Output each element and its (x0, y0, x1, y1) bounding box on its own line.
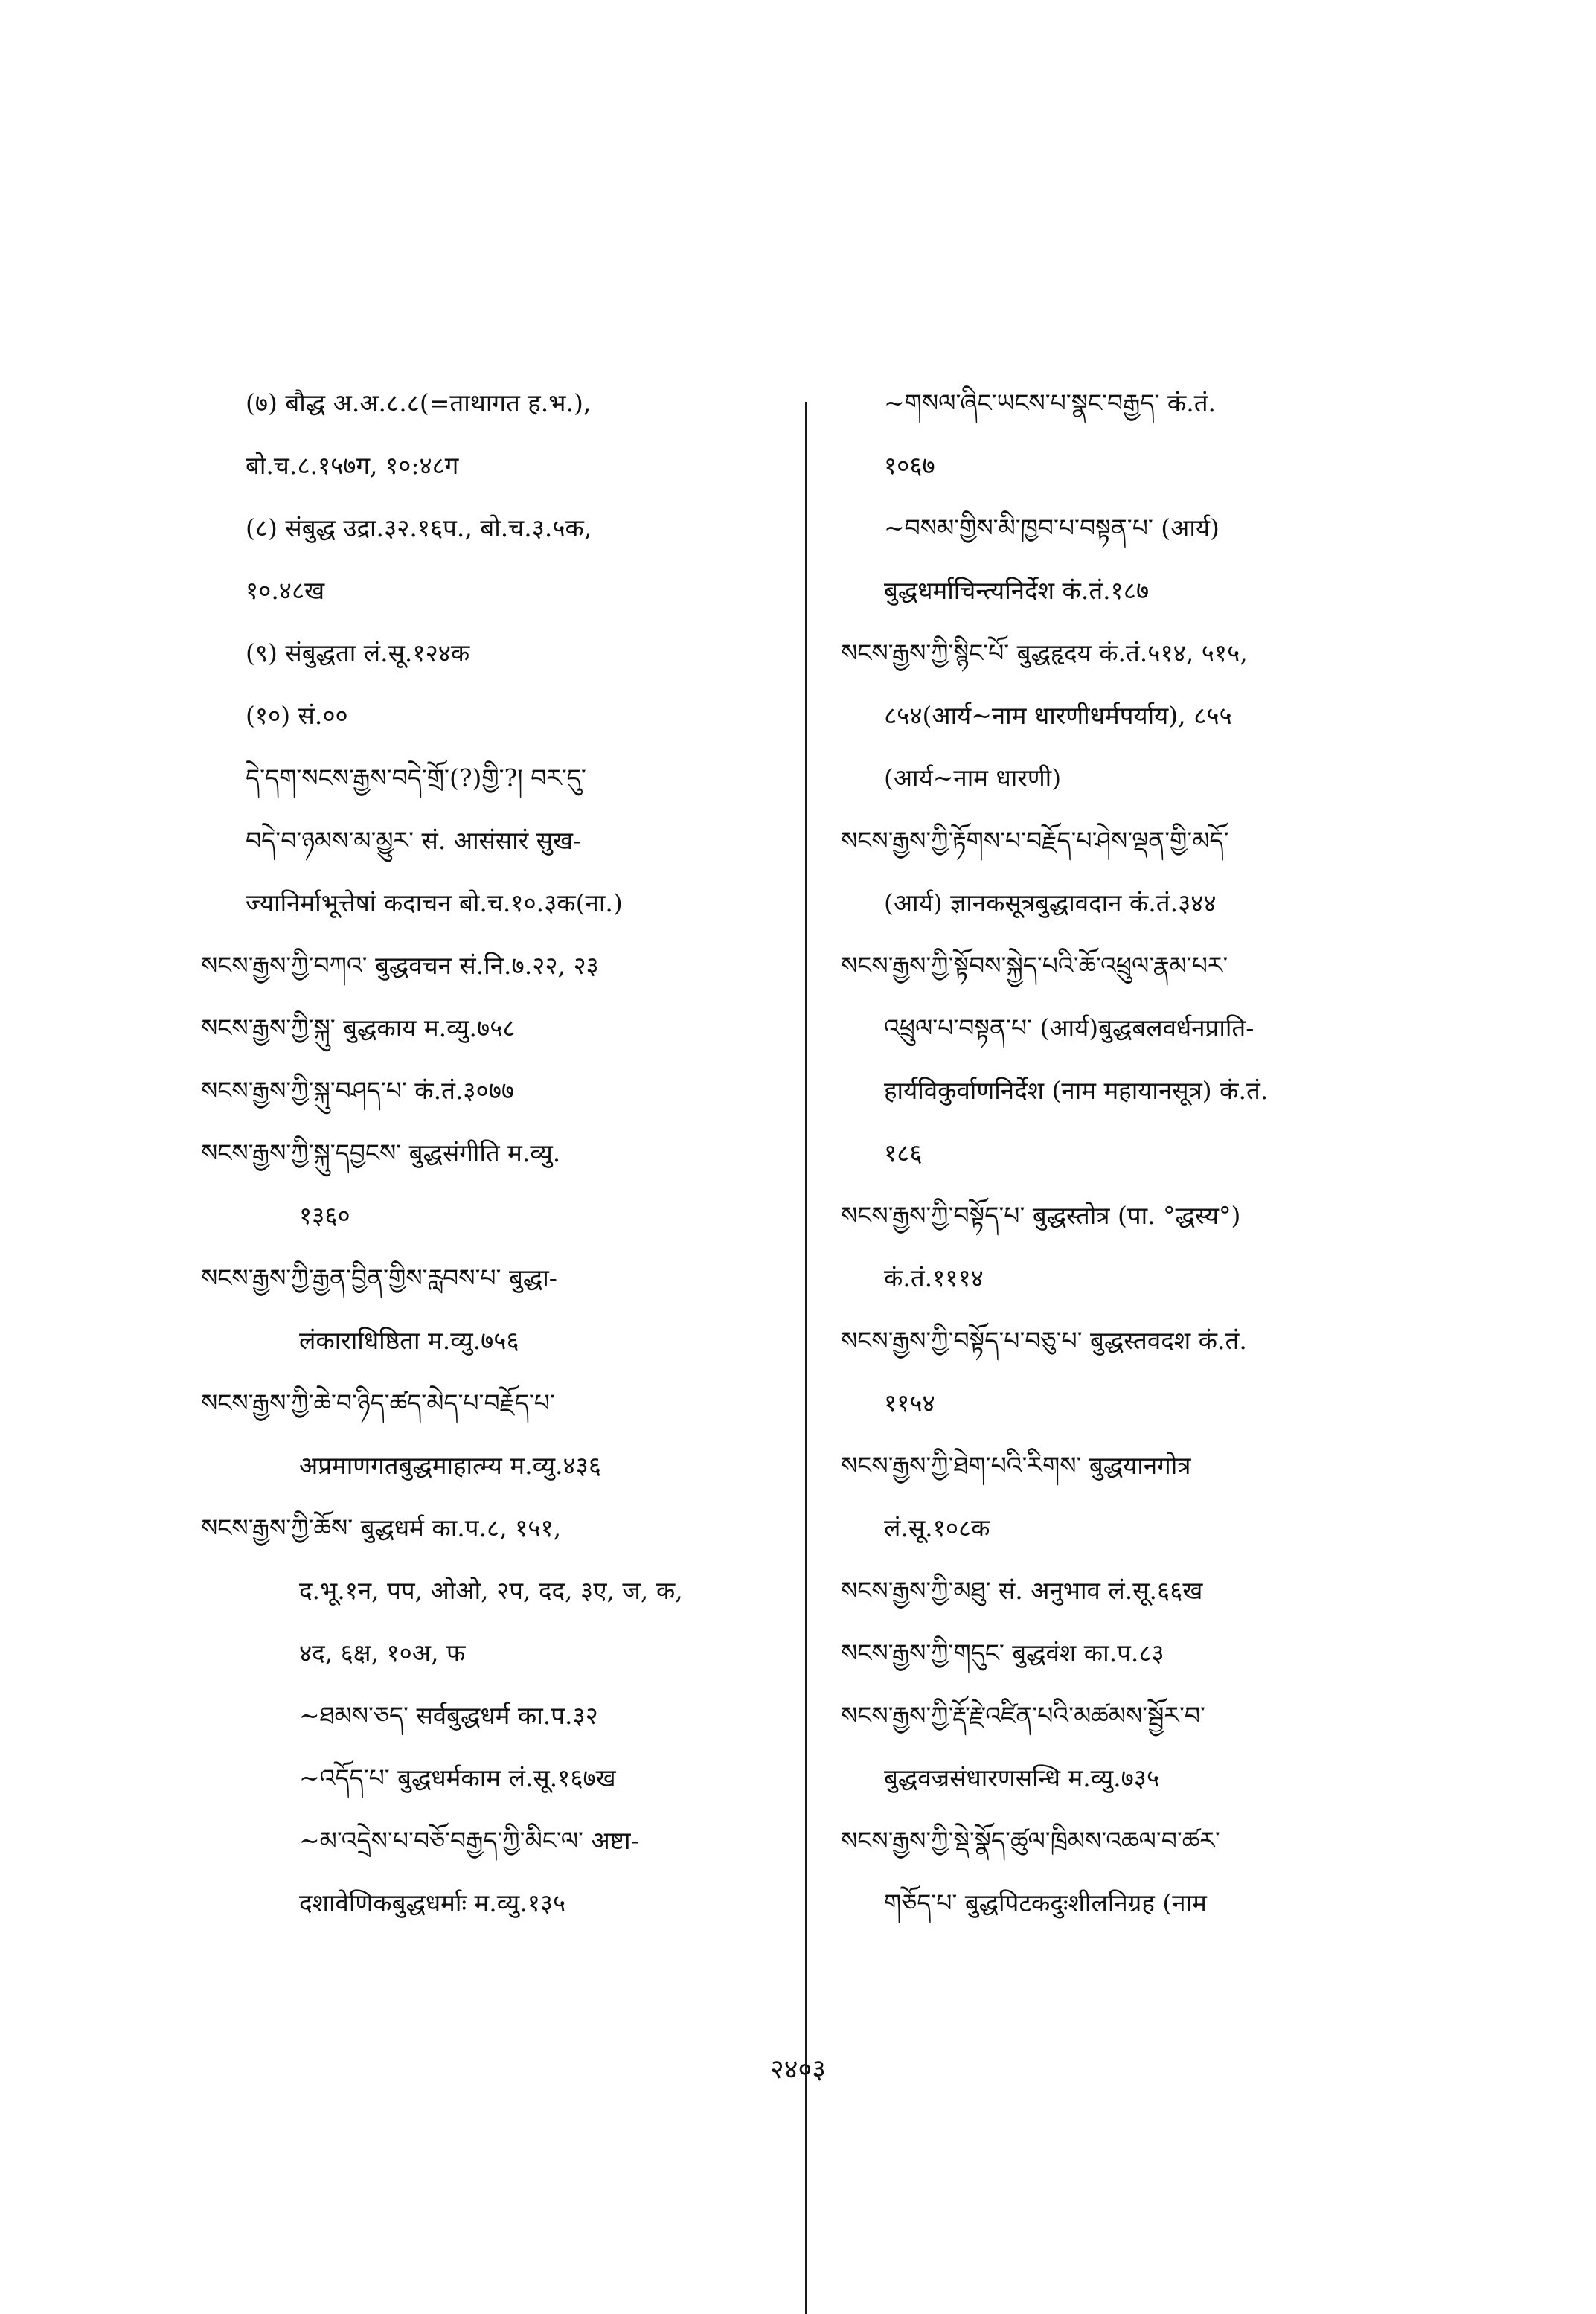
entry-line: སངས་རྒྱས་ཀྱི་སྙིང་པོ་ बुद्धहृदय कं.तं.५१४, ५१५, (841, 638, 1248, 667)
entry-line: འཕྲུལ་པ་བསྟན་པ་ (आर्य)बुद्धबलवर्धनप्राति- (884, 1013, 1254, 1042)
entry-line: སངས་རྒྱས་ཀྱི་སྡེ་སྣོད་ཚུལ་ཁྲིམས་འཆལ་བ་ཚར་ (841, 1826, 1220, 1855)
entry-line: ~གསལ་ཞིང་ཡངས་པ་སྣང་བརྒྱད་ कं.तं. (884, 388, 1217, 417)
entry-line: སངས་རྒྱས་ཀྱི་ཐེག་པའི་རིགས་ बुद्धयानगोत्र (841, 1451, 1191, 1480)
entry-line: १३६० (299, 1201, 350, 1230)
entry-line: द.भू.१न, पप, ओओ, २प, दद, ३ए, ज, क, (299, 1576, 683, 1605)
entry-line: སངས་རྒྱས་ཀྱི་ཆེ་བ་ཉིད་ཚད་མེད་པ་བརྗོད་པ་ (201, 1388, 555, 1417)
entry-line: ~ཐམས་ཅད་ सर्वबुद्धधर्म का.प.३२ (299, 1701, 598, 1730)
entry-line: (आर्य) ज्ञानकसूत्रबुद्धावदान कं.तं.३४४ (884, 888, 1217, 917)
entry-line: སངས་རྒྱས་ཀྱི་སྟོབས་སྐྱེད་པའི་ཆོ་འཕྲུལ་རྣམ་པར་ (841, 951, 1228, 980)
entry-line: སངས་རྒྱས་ཀྱི་གདུང་ बुद्धवंश का.प.८३ (841, 1638, 1164, 1667)
entry-line: སངས་རྒྱས་ཀྱི་སྐུ་ बुद्धकाय म.व्यु.७५८ (201, 1013, 516, 1042)
entry-line: སངས་རྒྱས་ཀྱི་རྡོ་རྗེ་འཛིན་པའི་མཚམས་སྦྱོར་བ་ (841, 1701, 1205, 1730)
entry-line: སངས་རྒྱས་ཀྱི་བཀའ་ बुद्धवचन सं.नि.७.२२, २३ (201, 951, 599, 980)
entry-line: (७) बौद्ध अ.अ.८.८(=ताथागत ह.भ.), (246, 388, 592, 417)
left-column (201, 372, 796, 1935)
entry-line: ११५४ (884, 1388, 935, 1417)
entry-line: (१०) सं.०० (246, 701, 348, 730)
entry-line: हार्यविकुर्वाणनिर्देश (नाम महायानसूत्र) कं.तं. (884, 1076, 1269, 1105)
entry-line: ४द, ६क्ष, १०अ, फ (299, 1638, 466, 1667)
entry-line: १०.४८ख (246, 576, 325, 605)
entry-line: बुद्धवज्रसंधारणसन्धि म.व्यु.७३५ (884, 1763, 1160, 1792)
entry-line: बुद्धधर्माचिन्त्यनिर्देश कं.तं.१८७ (884, 576, 1150, 605)
entry-line: ८५४(आर्य~नाम धारणीधर्मपर्याय), ८५५ (884, 701, 1232, 730)
entry-line: བདེ་བ་ཉམས་མ་མྱུར་ सं. आसंसारं सुख- (246, 826, 582, 855)
entry-line: གཅོད་པ་ बुद्धपिटकदुःशीलनिग्रह (नाम (884, 1888, 1207, 1917)
entry-line: अप्रमाणगतबुद्धमाहात्म्य म.व्यु.४३६ (299, 1451, 601, 1480)
entry-line: दशावेणिकबुद्धधर्माः म.व्यु.१३५ (299, 1888, 566, 1917)
entry-line: ~འདོད་པ་ बुद्धधर्मकाम लं.सू.१६७ख (299, 1763, 616, 1792)
entry-line: लंकाराधिष्ठिता म.व्यु.७५६ (299, 1326, 519, 1355)
entry-line: སངས་རྒྱས་ཀྱི་ཆོས་ बुद्धधर्म का.प.८, १५१, (201, 1513, 562, 1542)
entry-line: ~བསམ་གྱིས་མི་ཁྱབ་པ་བསྟན་པ་ (आर्य) (884, 513, 1220, 542)
entry-line: (आर्य~नाम धारणी) (884, 763, 1062, 792)
entry-line: (९) संबुद्धता लं.सू.१२४क (246, 638, 470, 667)
entry-line: སངས་རྒྱས་ཀྱི་མཐུ་ सं. अनुभाव लं.सू.६६ख (841, 1576, 1203, 1605)
entry-line: १०६७ (884, 451, 935, 480)
entry-line: སངས་རྒྱས་ཀྱི་བསྟོད་པ་བཅུ་པ་ बुद्धस्तवदश कं.तं. (841, 1326, 1247, 1355)
entry-line: དེ་དག་སངས་རྒྱས་བདེ་གྲོ་(?)གྱི་?། བར་དུ་ (246, 763, 586, 792)
entry-line: लं.सू.१०८क (884, 1513, 990, 1542)
entry-line: बो.च.८.१५७ग, १०:४८ग (246, 451, 459, 480)
right-column (841, 372, 1406, 1935)
entry-line: (८) संबुद्ध उद्रा.३२.१६प., बो.च.३.५क, (246, 513, 592, 542)
entry-line: १८६ (884, 1138, 923, 1167)
entry-line: སངས་རྒྱས་ཀྱི་བསྟོད་པ་ बुद्धस्तोत्र (पा. °द्धस्य°) (841, 1201, 1241, 1230)
entry-line: སངས་རྒྱས་ཀྱི་རྟོགས་པ་བརྗོད་པ་ཤེས་ལྡན་གྱི་མདོ་ (841, 826, 1229, 855)
entry-line: ~མ་འདྲེས་པ་བཅོ་བརྒྱད་ཀྱི་མིང་ལ་ अष्टा- (299, 1826, 639, 1855)
column-divider (805, 402, 807, 2314)
entry-line: སངས་རྒྱས་ཀྱི་སྐུ་བཤད་པ་ कं.तं.३०७७ (201, 1076, 515, 1105)
entry-line: སངས་རྒྱས་ཀྱི་སྐུ་དབྱངས་ बुद्धसंगीति म.व्यु. (201, 1138, 561, 1167)
entry-line: སངས་རྒྱས་ཀྱི་རྒྱན་བྱིན་གྱིས་རླབས་པ་ बुद्धा- (201, 1263, 557, 1292)
page-number: २४०३ (770, 2054, 826, 2085)
entry-line: कं.तं.१११४ (884, 1263, 984, 1292)
entry-line: ज्यानिर्माभूत्तेषां कदाचन बो.च.१०.३क(ना.) (246, 888, 623, 917)
